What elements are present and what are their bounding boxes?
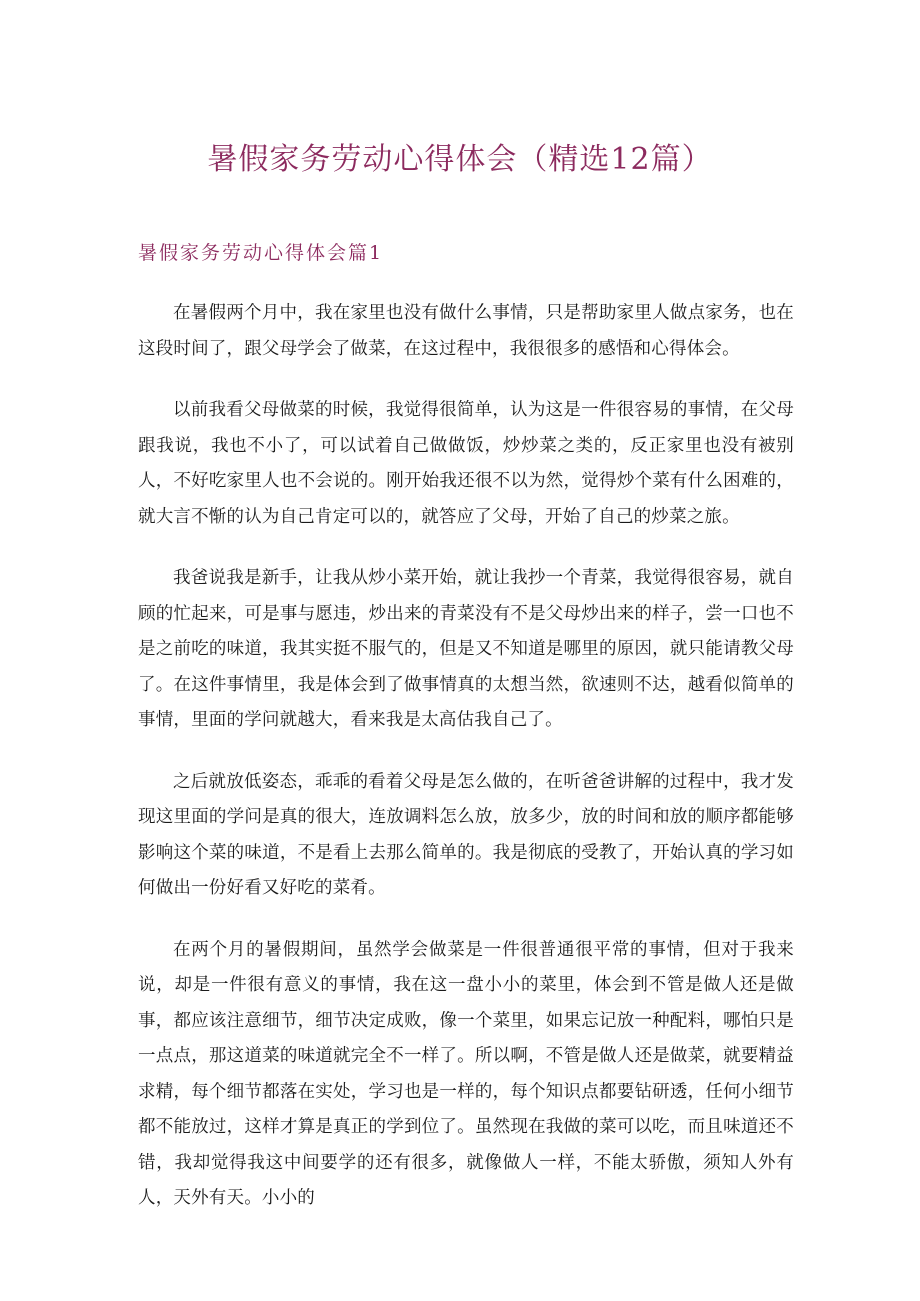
document-title: 暑假家务劳动心得体会（精选12篇） — [207, 142, 713, 177]
paragraph-3: 我爸说我是新手，让我从炒小菜开始，就让我抄一个青菜，我觉得很容易，就自顾的忙起来，可是事与愿违，炒出来的青菜没有不是父母炒出来的样子，尝一口也不是之前吃的味道，我其实挺不服气的，但是又不知道是哪里的原因，就只能请教父母了。在这件事情里，我是体会到了做事情真的太想当然，欲速则不达，越看似简单的事情，里面的学问就越大，看来我是太高估我自己了。 — [138, 568, 794, 730]
paragraph-1: 在暑假两个月中，我在家里也没有做什么事情，只是帮助家里人做点家务，也在这段时间了，跟父母学会了做菜，在这过程中，我很很多的感悟和心得体会。 — [138, 303, 794, 359]
article-body — [138, 296, 794, 1243]
section-heading: 暑假家务劳动心得体会篇1 — [138, 242, 384, 264]
paragraph-4: 之后就放低姿态，乖乖的看着父母是怎么做的，在听爸爸讲解的过程中，我才发现这里面的学问是真的很大，连放调料怎么放，放多少，放的时间和放的顺序都能够影响这个菜的味道，不是看上去那么简单的。我是彻底的受教了，开始认真的学习如何做出一份好看又好吃的菜肴。 — [138, 771, 794, 898]
paragraph-2: 以前我看父母做菜的时候，我觉得很简单，认为这是一件很容易的事情，在父母跟我说，我也不小了，可以试着自己做做饭，炒炒菜之类的，反正家里也没有被别人，不好吃家里人也不会说的。刚开始我还很不以为然，觉得炒个菜有什么困难的，就大言不惭的认为自己肯定可以的，就答应了父母，开始了自己的炒菜之旅。 — [138, 400, 794, 527]
paragraph-5: 在两个月的暑假期间，虽然学会做菜是一件很普通很平常的事情，但对于我来说，却是一件很有意义的事情，我在这一盘小小的菜里，体会到不管是做人还是做事，都应该注意细节，细节决定成败，像一个菜里，如果忘记放一种配料，哪怕只是一点点，那这道菜的味道就完全不一样了。所以啊，不管是做人还是做菜，就要精益求精，每个细节都落在实处，学习也是一样的，每个知识点都要钻研透，任何小细节都不能放过，这样才算是真正的学到位了。虽然现在我做的菜可以吃，而且味道还不错，我却觉得我这中间要学的还有很多，就像做人一样，不能太骄傲，须知人外有人，天外有天。小小的 — [138, 939, 794, 1208]
